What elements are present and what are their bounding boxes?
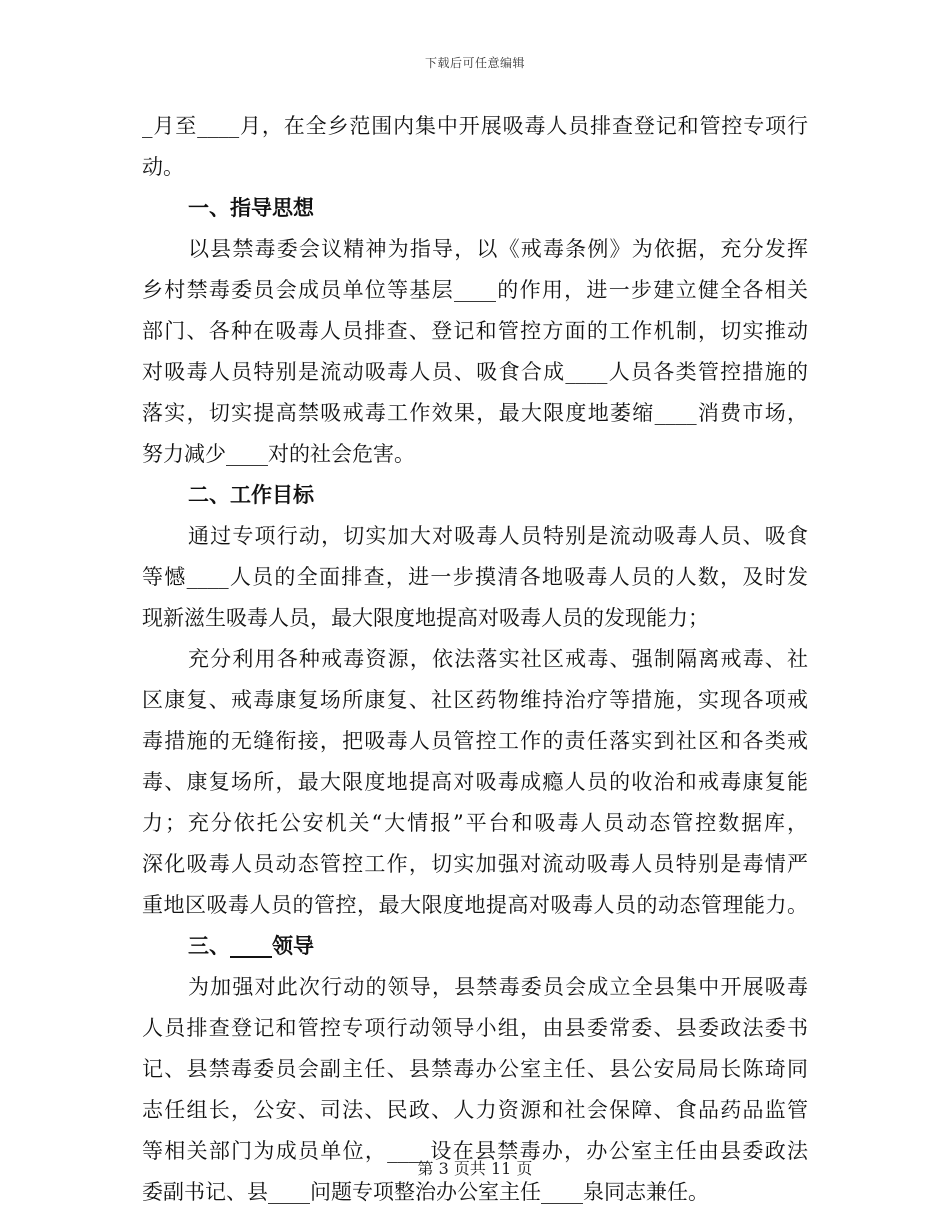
header-note: 下载后可任意编辑 bbox=[424, 56, 525, 70]
page-number: 第 3 页共 11 页 bbox=[417, 1159, 533, 1178]
text-line: 动。 bbox=[142, 155, 184, 179]
text-line: 力；充分依托公安机关“大情报”平台和吸毒人员动态管控数据库， bbox=[142, 811, 808, 835]
text-line: 深化吸毒人员动态管控工作，切实加强对流动吸毒人员特别是毒情严 bbox=[142, 852, 808, 876]
text-line: 乡村禁毒委员会成员单位等基层____的作用，进一步建立健全各相关 bbox=[142, 278, 808, 302]
text-line: 毒措施的无缝衔接，把吸毒人员管控工作的责任落实到社区和各类戒 bbox=[142, 729, 808, 753]
text-line: 充分利用各种戒毒资源，依法落实社区戒毒、强制隔离戒毒、社 bbox=[188, 647, 808, 671]
document-body bbox=[142, 106, 808, 1213]
text-line: 部门、各种在吸毒人员排查、登记和管控方面的工作机制，切实推动 bbox=[142, 319, 808, 343]
text-line: 等相关部门为成员单位，____设在县禁毒办，办公室主任由县委政法 bbox=[142, 1139, 808, 1163]
text-line: _月至____月，在全乡范围内集中开展吸毒人员排查登记和管控专项行 bbox=[142, 114, 808, 138]
text-line: 人员排查登记和管控专项行动领导小组，由县委常委、县委政法委书 bbox=[142, 1016, 808, 1040]
section-heading-leadership: 三、____领导 bbox=[188, 934, 314, 958]
section-heading-work-goals: 二、工作目标 bbox=[188, 483, 314, 507]
text-line: 等憾____人员的全面排查，进一步摸清各地吸毒人员的人数，及时发 bbox=[142, 565, 808, 589]
text-line: 对吸毒人员特别是流动吸毒人员、吸食合成____人员各类管控措施的 bbox=[142, 360, 808, 384]
text-line: 重地区吸毒人员的管控，最大限度地提高对吸毒人员的动态管理能力。 bbox=[142, 893, 808, 917]
section-heading-guiding-ideology: 一、指导思想 bbox=[188, 196, 314, 220]
text-line: 毒、康复场所，最大限度地提高对吸毒成瘾人员的收治和戒毒康复能 bbox=[142, 770, 808, 794]
text-line: 努力减少____对的社会危害。 bbox=[142, 442, 415, 466]
text-line: 委副书记、县____问题专项整治办公室主任____泉同志兼任。 bbox=[142, 1180, 709, 1204]
text-line: 志任组长，公安、司法、民政、人力资源和社会保障、食品药品监管 bbox=[142, 1098, 808, 1122]
text-line: 落实，切实提高禁吸戒毒工作效果，最大限度地萎缩____消费市场， bbox=[142, 401, 808, 425]
text-line: 通过专项行动，切实加大对吸毒人员特别是流动吸毒人员、吸食 bbox=[188, 524, 808, 548]
text-line: 记、县禁毒委员会副主任、县禁毒办公室主任、县公安局局长陈琦同 bbox=[142, 1057, 808, 1081]
text-line: 以县禁毒委会议精神为指导，以《戒毒条例》为依据，充分发挥 bbox=[188, 237, 808, 261]
text-line: 为加强对此次行动的领导，县禁毒委员会成立全县集中开展吸毒 bbox=[188, 975, 808, 999]
text-line: 区康复、戒毒康复场所康复、社区药物维持治疗等措施，实现各项戒 bbox=[142, 688, 808, 712]
text-line: 现新滋生吸毒人员，最大限度地提高对吸毒人员的发现能力； bbox=[142, 606, 709, 630]
